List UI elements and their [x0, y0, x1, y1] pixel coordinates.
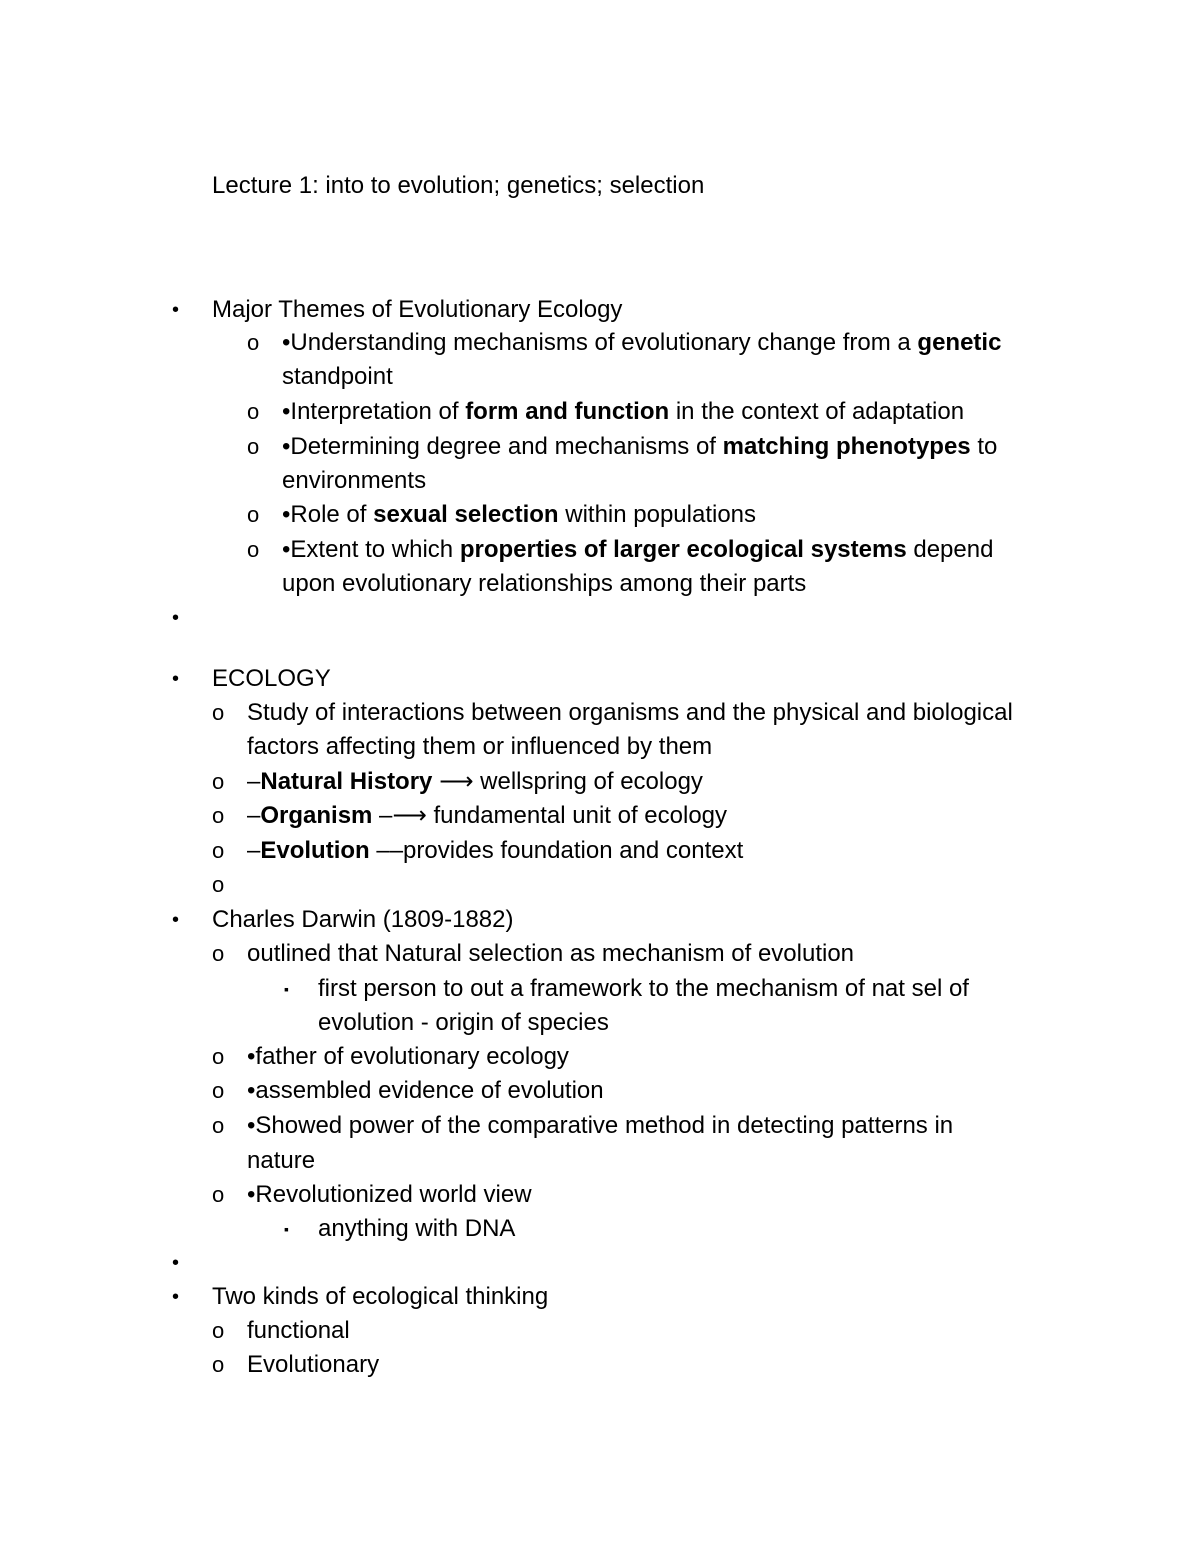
circle-marker: o	[212, 1318, 225, 1343]
theme-form-function: •Interpretation of form and function in the context of adaptation	[282, 398, 965, 425]
circle-marker: o	[212, 941, 225, 966]
circle-marker: o	[247, 537, 260, 562]
circle-marker: o	[247, 330, 260, 355]
darwin-world-view: •Revolutionized world view	[247, 1181, 532, 1208]
darwin-evidence: •assembled evidence of evolution	[247, 1077, 604, 1104]
circle-marker: o	[212, 1352, 225, 1377]
ecology-definition: Study of interactions between organisms and the physical and biological	[247, 699, 1013, 726]
circle-marker: o	[247, 434, 260, 459]
ecology-definition-cont: factors affecting them or influenced by them	[247, 733, 713, 760]
circle-marker: o	[212, 1182, 225, 1207]
circle-marker: o	[247, 399, 260, 424]
thinking-functional: functional	[247, 1317, 350, 1344]
circle-marker: o	[247, 502, 260, 527]
darwin-heading: Charles Darwin (1809-1882)	[212, 906, 514, 933]
circle-marker: o	[212, 838, 225, 863]
empty-bullet: •	[172, 607, 180, 629]
thinking-evolutionary: Evolutionary	[247, 1351, 380, 1378]
square-marker: ▪	[284, 1221, 289, 1237]
circle-marker: o	[212, 1044, 225, 1069]
darwin-natural-selection: outlined that Natural selection as mechanism of evolution	[247, 940, 855, 967]
bullet-marker: •	[172, 909, 180, 931]
theme-genetic-cont: standpoint	[282, 363, 393, 390]
circle-marker: o	[212, 1113, 225, 1138]
theme-sexual-selection: •Role of sexual selection within populations	[282, 501, 757, 528]
ecology-heading: ECOLOGY	[212, 665, 331, 692]
darwin-father: •father of evolutionary ecology	[247, 1043, 569, 1070]
bullet-marker: •	[172, 1286, 180, 1308]
theme-ecological-systems: •Extent to which properties of larger ecological systems depend	[282, 536, 994, 563]
square-marker: ▪	[284, 981, 289, 997]
ecology-natural-history: –Natural History ⟶ wellspring of ecology	[247, 768, 703, 795]
theme-ecological-systems-cont: upon evolutionary relationships among their parts	[282, 570, 807, 597]
circle-marker: o	[212, 769, 225, 794]
theme-phenotypes: •Determining degree and mechanisms of matching phenotypes to	[282, 433, 998, 460]
darwin-comparative-method: •Showed power of the comparative method in detecting patterns in	[247, 1112, 954, 1139]
darwin-dna: anything with DNA	[318, 1215, 516, 1242]
empty-bullet: •	[172, 1252, 180, 1274]
lecture-title: Lecture 1: into to evolution; genetics; selection	[212, 172, 705, 199]
thinking-heading: Two kinds of ecological thinking	[212, 1283, 549, 1310]
bullet-marker: •	[172, 299, 180, 321]
empty-circle-marker: o	[212, 872, 225, 897]
theme-phenotypes-cont: environments	[282, 467, 427, 494]
theme-genetic: •Understanding mechanisms of evolutionary change from a genetic	[282, 329, 1002, 356]
darwin-framework: first person to out a framework to the mechanism of nat sel of	[318, 975, 969, 1002]
ecology-organism: –Organism –⟶ fundamental unit of ecology	[247, 802, 728, 829]
bullet-marker: •	[172, 668, 180, 690]
darwin-framework-cont: evolution - origin of species	[318, 1009, 609, 1036]
ecology-evolution: –Evolution ––provides foundation and context	[247, 837, 744, 864]
major-themes-heading: Major Themes of Evolutionary Ecology	[212, 296, 623, 323]
darwin-comparative-method-cont: nature	[247, 1147, 316, 1174]
circle-marker: o	[212, 1078, 225, 1103]
circle-marker: o	[212, 803, 225, 828]
circle-marker: o	[212, 700, 225, 725]
